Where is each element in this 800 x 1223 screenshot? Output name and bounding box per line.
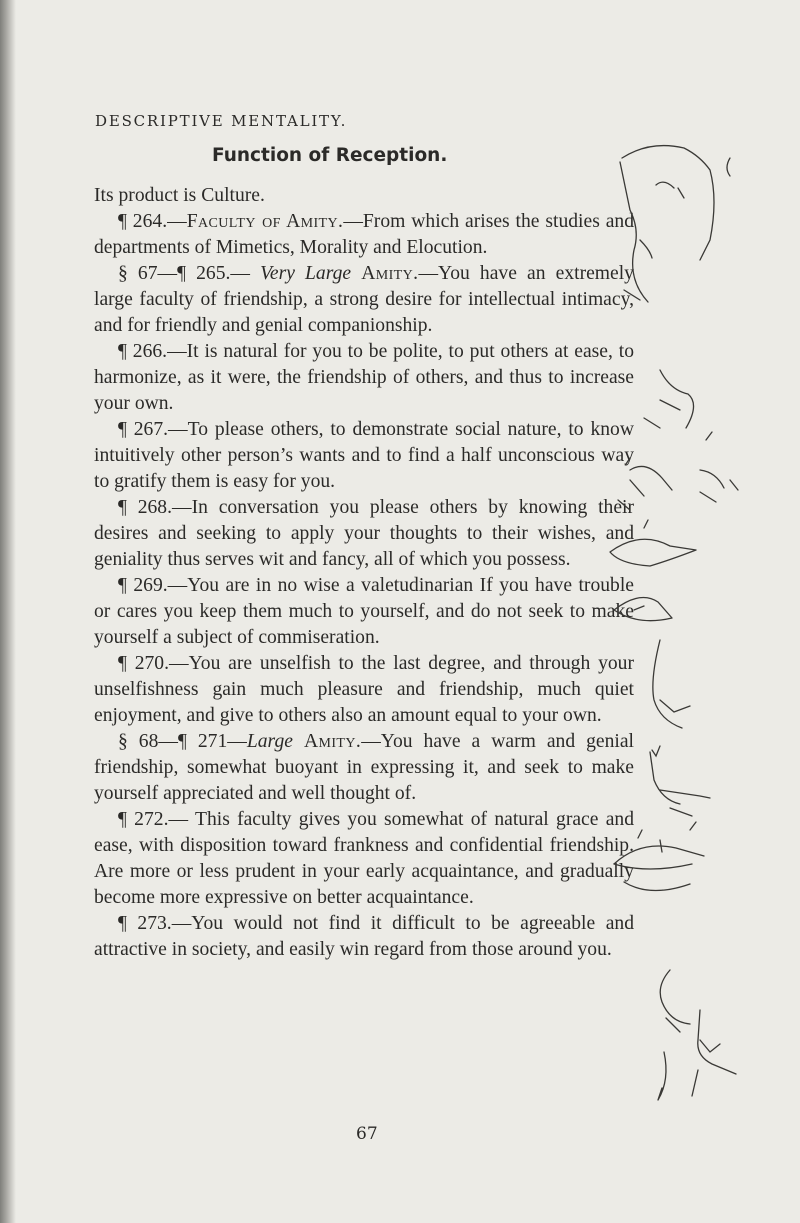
head-sketch-4 xyxy=(700,470,738,502)
check-mark-2 xyxy=(626,432,712,464)
head-sketch-6 xyxy=(614,598,672,621)
faculty-heading: Faculty of Amity. xyxy=(186,211,344,232)
paragraph-text: —You have a warm and genial friendship, somewhat buoyant in expressing it, and seek to make yourself appreciated and well thought of. xyxy=(94,731,634,804)
paragraph-text: — This faculty gives you somewhat of natural grace and ease, with disposition toward frankness and confidential friendship. Are more or less prudent in your early acquaintance, and gradually become more expressive on better acquaintance. xyxy=(94,809,634,908)
faculty-heading: Amity. xyxy=(303,731,362,752)
pilcrow-mark: ¶ xyxy=(118,341,127,362)
paragraph-text: —It is natural for you to be polite, to put others at ease, to harmonize, as it were, the friendship of others, and thus to increase your own. xyxy=(94,341,635,414)
pilcrow-mark: ¶ xyxy=(118,211,127,232)
head-sketch-9 xyxy=(614,840,704,869)
check-mark-1 xyxy=(727,158,730,176)
paragraph-266 xyxy=(94,339,634,417)
paragraph-number: 264. xyxy=(132,211,168,232)
paragraph-number: 273. xyxy=(137,913,172,934)
page-number: 67 xyxy=(356,1124,378,1144)
head-sketch-5 xyxy=(610,520,696,566)
head-sketch-3 xyxy=(618,466,672,510)
head-sketch-1 xyxy=(620,146,714,302)
pilcrow-mark: ¶ xyxy=(118,653,127,674)
head-sketch-10 xyxy=(624,822,696,891)
paragraph-text: —To please others, to demonstrate social nature, to know intuitively other person’s wants and to find a half unconscious way to gratify them is easy for you. xyxy=(94,419,634,492)
paragraph-271: § 68—¶ 271—Large Amity.—You have a warm and genial friendship, somewhat buoyant in expressing it, and seek to make yourself appreciated and well thought of. xyxy=(94,731,634,804)
running-head: DESCRIPTIVE MENTALITY. xyxy=(95,112,348,130)
body-text xyxy=(94,183,634,963)
faculty-heading: Amity. xyxy=(361,263,419,284)
section-ref: § 68— xyxy=(118,731,178,752)
section-title: Function of Reception. xyxy=(212,145,448,166)
paragraph-number: 267. xyxy=(133,419,169,440)
head-sketch-8 xyxy=(660,790,710,816)
paragraph-number: 271 xyxy=(197,731,228,752)
section-ref: § 67— xyxy=(118,263,178,284)
head-sketch-2 xyxy=(644,370,694,428)
pilcrow-mark: ¶ xyxy=(118,419,127,440)
paragraph-number: 268. xyxy=(137,497,172,518)
paragraph-number: 272. xyxy=(134,809,169,830)
paragraph-text: —You would not find it difficult to be agreeable and attractive in society, and easily win regard from those around you. xyxy=(94,913,634,960)
size-label: Large xyxy=(246,731,293,752)
head-sketch-11 xyxy=(660,970,736,1074)
paragraph-text: —You are unselfish to the last degree, and through your unselfishness gain much pleasure and friendship, much quiet enjoyment, and give to others also an amount equal to your own. xyxy=(94,653,634,726)
check-mark-3 xyxy=(652,746,660,756)
size-label: Very Large xyxy=(260,263,352,284)
pilcrow-mark: ¶ xyxy=(177,263,186,284)
paragraph-number: 265. xyxy=(196,263,231,284)
paragraph-number: 270. xyxy=(134,653,169,674)
paragraph-number: 266. xyxy=(132,341,168,362)
pilcrow-mark: ¶ xyxy=(118,497,127,518)
pilcrow-mark: ¶ xyxy=(118,913,127,934)
pilcrow-mark: ¶ xyxy=(177,731,187,752)
paragraph-273 xyxy=(94,911,634,963)
paragraph-intro: Its product is Culture. xyxy=(94,185,265,206)
head-sketch-12 xyxy=(658,1052,698,1100)
paragraph-265: § 67—¶ 265.— Very Large Amity.—You have an extremely large faculty of friendship, a strong desire for intellectual intimacy, and for friendly and genial companionship. xyxy=(94,263,634,336)
paragraph-269 xyxy=(94,573,634,651)
paragraph-number: 269. xyxy=(133,575,168,596)
paragraph-text: —You are in no wise a valetudinarian If you have trouble or cares you keep them much to yourself, and do not seek to make yourself a subject of commiseration. xyxy=(94,575,634,648)
paragraph-270 xyxy=(94,651,634,729)
paragraph-264: ¶ 264.—Faculty of Amity.—From which arises the studies and departments of Mimetics, Morality and Elocution. xyxy=(94,211,635,258)
paragraph-text: —In conversation you please others by knowing their desires and seeking to apply your thoughts to their wishes, and geniality thus serves wit and fancy, all of which you possess. xyxy=(94,497,634,570)
pilcrow-mark: ¶ xyxy=(118,809,127,830)
head-sketch-1-detail xyxy=(624,182,684,300)
paragraph-text: —You have an extremely large faculty of friendship, a strong desire for intellectual intimacy, and for friendly and genial companionship. xyxy=(94,263,634,336)
paragraph-text: —From which arises the studies and departments of Mimetics, Morality and Elocution. xyxy=(94,211,635,258)
phrenology-profile-sketches xyxy=(600,140,750,1140)
paragraph-267 xyxy=(94,417,634,495)
pilcrow-mark: ¶ xyxy=(118,575,127,596)
paragraph-272 xyxy=(94,807,634,911)
paragraph-268 xyxy=(94,495,634,573)
head-sketch-7 xyxy=(650,640,690,804)
